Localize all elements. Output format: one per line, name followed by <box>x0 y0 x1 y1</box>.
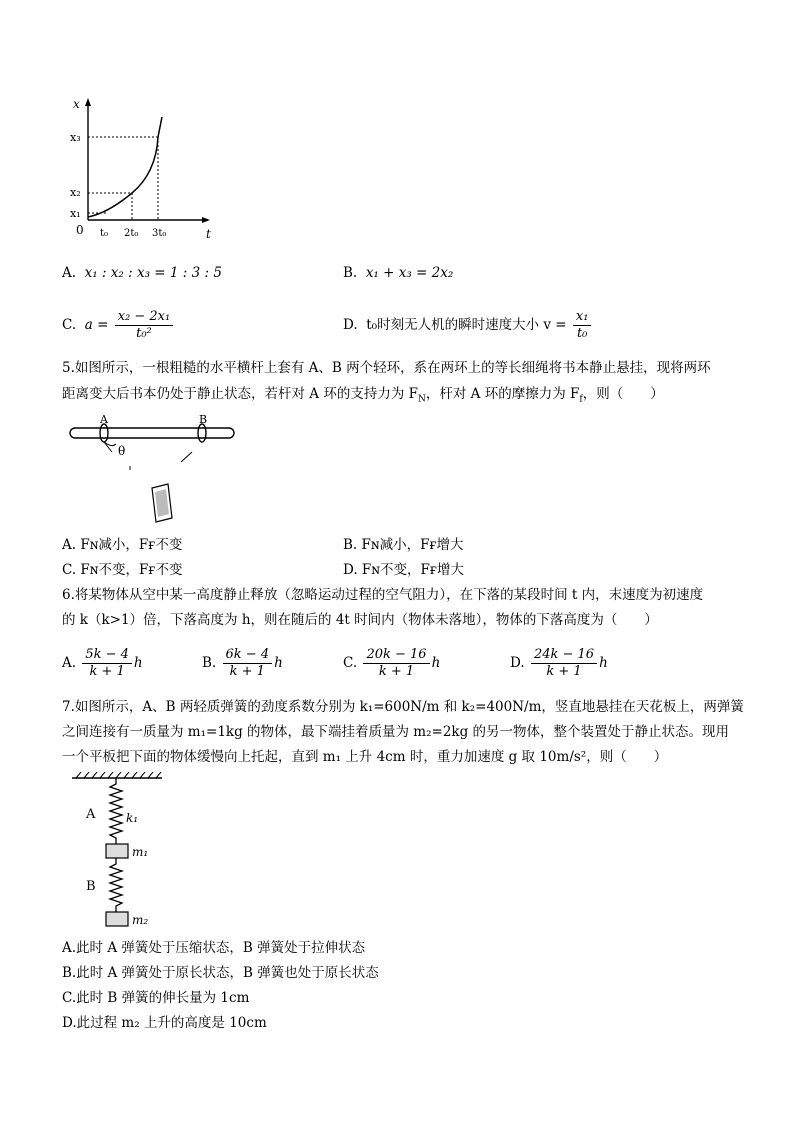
q6-b-den: k + 1 <box>229 664 265 679</box>
q4-c-label: C. <box>62 317 77 333</box>
q7-option-d: D.此过程 m₂ 上升的高度是 10cm <box>62 1015 267 1031</box>
q5-option-d: D. Fɴ不变，Fғ增大 <box>343 562 464 578</box>
q4-d-text: t₀时刻无人机的瞬时速度大小 v = <box>366 317 567 333</box>
q6-option-d <box>510 641 608 685</box>
q6-b-fraction <box>223 647 273 680</box>
q4-d-label: D. <box>343 317 358 333</box>
y-axis-label: x <box>73 97 80 111</box>
spring-a <box>110 778 122 844</box>
y-axis-arrow <box>85 98 91 106</box>
q6-option-a <box>62 641 143 685</box>
q6-d-h: h <box>599 655 608 671</box>
k1-label: k₁ <box>126 811 139 825</box>
q6-stem-line1: 6.将某物体从空中某一高度静止释放（忽略运动过程的空气阻力），在下落的某段时间 t 内，末速度为初速度 <box>62 587 704 603</box>
m1-label: m₁ <box>132 845 149 859</box>
q6-c-h: h <box>431 655 441 671</box>
x-tick-3t0: 3t₀ <box>152 228 167 239</box>
q6-c-den: k + 1 <box>378 664 415 679</box>
x-t-curve <box>88 117 165 219</box>
q4-option-b <box>343 263 453 283</box>
q4-d-num: x₁ <box>573 309 592 326</box>
q7-spring-figure <box>70 772 190 932</box>
y-tick-x1: x₁ <box>70 207 81 220</box>
mass-m2 <box>106 912 128 926</box>
x-axis-arrow <box>202 217 210 223</box>
m2-label: m₂ <box>132 913 149 927</box>
q6-a-fraction <box>82 647 132 680</box>
ring-b-label: B <box>199 413 208 426</box>
spring-b-label: B <box>86 879 96 894</box>
q4-option-d <box>343 306 593 344</box>
q4-option-c <box>62 306 175 344</box>
q6-stem-line2: 的 k（k>1）倍，下落高度为 h，则在随后的 4t 时间内（物体未落地），物体的下落高度为（ ） <box>62 612 658 628</box>
y-tick-x2: x₂ <box>70 186 81 199</box>
q4-option-a <box>62 263 222 283</box>
q5-rod-figure <box>68 410 248 530</box>
x-t-graph <box>68 95 228 245</box>
y-tick-x3: x₃ <box>70 131 81 144</box>
mass-m1 <box>106 844 128 858</box>
q4-d-fraction <box>573 309 592 342</box>
q6-a-h: h <box>133 655 143 671</box>
q6-option-b <box>202 641 283 685</box>
q7-stem-line3: 一个平板把下面的物体缓慢向上托起，直到 m₁ 上升 4cm 时，重力加速度 g 取 10m/s²，则（ ） <box>62 749 668 765</box>
origin-label: 0 <box>76 223 84 237</box>
q5-stem-c: ，则（ ） <box>582 386 664 402</box>
x-tick-t0: t₀ <box>100 228 109 239</box>
q6-c-fraction <box>363 647 429 680</box>
book <box>152 484 172 522</box>
q6-d-label: D. <box>510 655 525 671</box>
q4-c-num: x₂ − 2x₁ <box>115 309 174 326</box>
q6-b-label: B. <box>202 655 217 671</box>
q6-d-num: 24k − 16 <box>531 647 597 664</box>
ring-a-label: A <box>100 413 108 426</box>
q5-option-c: C. Fɴ不变，Fғ不变 <box>62 562 183 578</box>
q7-option-b: B.此时 A 弹簧处于原长状态，B 弹簧也处于原长状态 <box>62 965 379 981</box>
x-tick-2t0: 2t₀ <box>124 228 139 239</box>
x-axis-label: t <box>206 227 211 241</box>
q6-b-num: 6k − 4 <box>223 647 273 664</box>
q4-c-lhs: a = <box>84 317 109 333</box>
q4-b-text: x₁ + x₃ = 2x₂ <box>365 265 454 281</box>
q4-a-text: x₁ : x₂ : x₃ = 1 : 3 : 5 <box>84 265 222 281</box>
q4-c-den: t₀² <box>136 326 152 341</box>
q6-c-num: 20k − 16 <box>363 647 429 664</box>
q6-a-label: A. <box>62 655 77 671</box>
q7-stem-line1: 7.如图所示，A、B 两轻质弹簧的劲度系数分别为 k₁=600N/m 和 k₂=400N/m，竖直地悬挂在天花板上，两弹簧 <box>62 699 744 715</box>
q5-stem-line1: 5.如图所示，一根粗糙的水平横杆上套有 A、B 两个轻环，系在两环上的等长细绳将书本静止悬挂，现将两环 <box>62 360 711 376</box>
q6-c-label: C. <box>343 655 358 671</box>
q4-c-fraction <box>115 309 174 342</box>
q6-b-h: h <box>274 655 283 671</box>
q4-a-label: A. <box>62 265 77 281</box>
q6-a-den: k + 1 <box>89 664 125 679</box>
string-a <box>104 442 112 452</box>
q7-stem-line2: 之间连接有一质量为 m₁=1kg 的物体，最下端挂着质量为 m₂=2kg 的另一物体，整个装置处于静止状态。现用 <box>62 724 730 740</box>
q5-stem-a: 距离变大后书本仍处于静止状态，若杆对 A 环的支持力为 F <box>62 386 418 402</box>
horizontal-rod <box>70 428 234 438</box>
q6-d-fraction <box>531 647 597 680</box>
q4-b-label: B. <box>343 265 358 281</box>
q7-option-c: C.此时 B 弹簧的伸长量为 1cm <box>62 990 250 1006</box>
q5-stem-sub-f: f <box>579 394 583 405</box>
q6-d-den: k + 1 <box>546 664 582 679</box>
q4-d-den: t₀ <box>576 326 588 341</box>
q5-stem-sub-n: N <box>418 394 426 405</box>
angle-theta: θ <box>118 444 126 458</box>
q7-option-a: A.此时 A 弹簧处于压缩状态，B 弹簧处于拉伸状态 <box>62 940 366 956</box>
q5-stem-b: ，杆对 A 环的摩擦力为 F <box>425 386 580 402</box>
string-b <box>181 452 192 462</box>
ceiling-hatch <box>76 772 161 778</box>
q6-option-c <box>343 641 440 685</box>
spring-a-label: A <box>86 807 96 822</box>
spring-b <box>110 858 122 912</box>
q6-a-num: 5k − 4 <box>82 647 132 664</box>
parabola-curve <box>88 117 162 217</box>
q5-stem-line2 <box>62 384 664 410</box>
q5-option-a: A. Fɴ减小，Fғ不变 <box>62 537 183 553</box>
q5-option-b: B. Fɴ减小，Fғ增大 <box>343 537 464 553</box>
